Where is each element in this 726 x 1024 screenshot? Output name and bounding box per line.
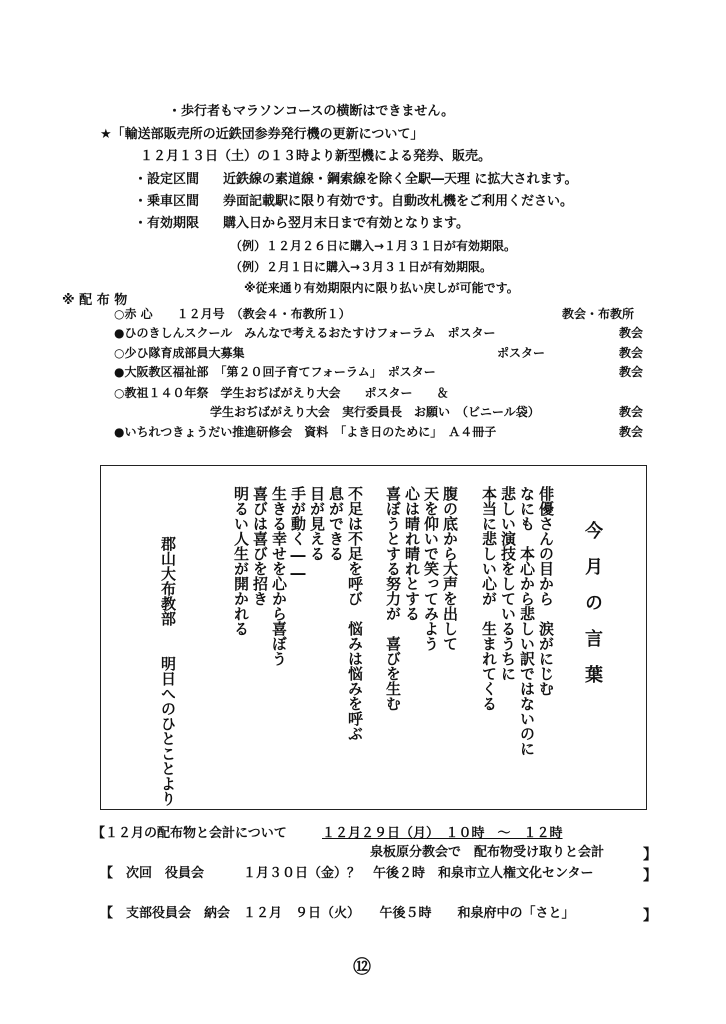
row-value-section: 近鉄線の素道線・鋼索線を除く全駅―天理 に拡大されます。: [223, 172, 578, 187]
poem-line: 俳優さんの目から 涙がにじむ: [537, 486, 555, 696]
poem-line: 息ができる: [327, 486, 345, 561]
row-value-validity: 購入日から翌月末日まで有効となります。: [223, 216, 469, 231]
walker-note: ・歩行者もマラソンコースの横断はできません。: [168, 104, 455, 119]
example-2: （例）２月１日に購入→３月３１日が有効期限。: [230, 260, 493, 274]
close-bracket: 】: [643, 868, 657, 884]
distribution-item: ○教祖１４０年祭 学生おぢばがえり大会 ポスター ＆: [114, 386, 449, 400]
poem-line: 手が動く――: [289, 486, 307, 582]
row-value-boarding: 券面記載駅に限り有効です。自動改札機をご利用ください。: [223, 194, 573, 209]
distribution-item: ●ひのきしんスクール みんなで考えるおたすけフォーラム ポスター: [114, 326, 496, 340]
notice-title: ★「輸送部販売所の近鉄団参券発行機の更新について」: [100, 127, 424, 142]
distribution-item: ○赤 心 １２月号 （教会４・布教所１）: [114, 307, 351, 321]
distribution-item-target: 教会・布教所: [562, 307, 635, 321]
poem-line: なにも 本心から悲しい訳ではないのに: [518, 486, 536, 756]
footer-distribution-place: 泉板原分教会で 配布物受け取りと会計: [370, 845, 605, 860]
page-number: ⑫: [353, 957, 371, 978]
poem-title: 今月の言葉: [582, 521, 603, 701]
distribution-item-target: 教会: [619, 365, 644, 379]
poem-source: 郡山大布教部 明日へのひとことより: [159, 536, 177, 806]
row-label-boarding: ・乗車区間: [134, 194, 200, 209]
distribution-heading: ※ 配 布 物: [62, 293, 128, 308]
close-bracket: 】: [643, 908, 657, 924]
poem-box: [100, 465, 647, 810]
distribution-item: 学生おぢばがえり大会 実行委員長 お願い （ビニール袋）: [210, 405, 540, 419]
poem-line: 喜びは喜びを招き: [251, 486, 269, 606]
row-label-validity: ・有効期限: [134, 216, 200, 231]
poem-line: 天を仰いで笑ってみよう: [422, 486, 440, 651]
distribution-item: ●いちれつきょうだい推進研修会 資料 「よき日のために」 Ａ４冊子: [114, 425, 497, 439]
poem-line: 腹の底から大声を出して: [441, 486, 459, 651]
footer-branch-meeting: 【 支部役員会 納会 １２月 ９日（火） 午後５時 和泉府中の「さと」: [100, 906, 575, 921]
poem-line: 本当に悲しい心が 生まれてくる: [480, 486, 498, 711]
distribution-item-type: ポスター: [497, 346, 546, 360]
distribution-item-target: 教会: [619, 405, 644, 419]
poem-line: 目が見える: [308, 486, 326, 561]
distribution-item: ○少ひ隊育成部員大募集: [114, 346, 245, 360]
row-label-section: ・設定区間: [134, 172, 200, 187]
refund-note: ※従来通り有効期限内に限り払い戻しが可能です。: [244, 281, 519, 295]
poem-line: 心は晴れ晴れとする: [403, 486, 421, 621]
distribution-item-target: 教会: [619, 326, 644, 340]
footer-distribution-title: 【１２月の配布物と会計について: [92, 826, 287, 841]
example-1: （例）１２月２６日に購入→１月３１日が有効期限。: [230, 239, 517, 253]
footer-distribution-date: １２月２９日（月） １０時 ～ １２時: [322, 826, 563, 841]
poem-line: 不足は不足を呼び 悩みは悩みを呼ぶ: [346, 486, 364, 741]
poem-line: 生きる幸せを心から喜ぼう: [270, 486, 288, 666]
close-bracket: 】: [643, 847, 657, 863]
distribution-item-target: 教会: [619, 346, 644, 360]
poem-line: 悲しい演技をしているうちに: [499, 486, 517, 681]
distribution-item-target: 教会: [619, 425, 644, 439]
poem-line: 喜ぼうとする努力が 喜びを生む: [384, 486, 402, 711]
footer-next-meeting: 【 次回 役員会 １月３０日（金）？ 午後２時 和泉市立人権文化センター: [100, 866, 594, 881]
distribution-item: ●大阪教区福祉部 「第２０回子育てフォーラム」 ポスター: [114, 365, 436, 379]
poem-line: 明るい人生が開かれる: [232, 486, 250, 636]
notice-subtitle: １２月１３日（土）の１３時より新型機による発券、販売。: [140, 149, 492, 164]
